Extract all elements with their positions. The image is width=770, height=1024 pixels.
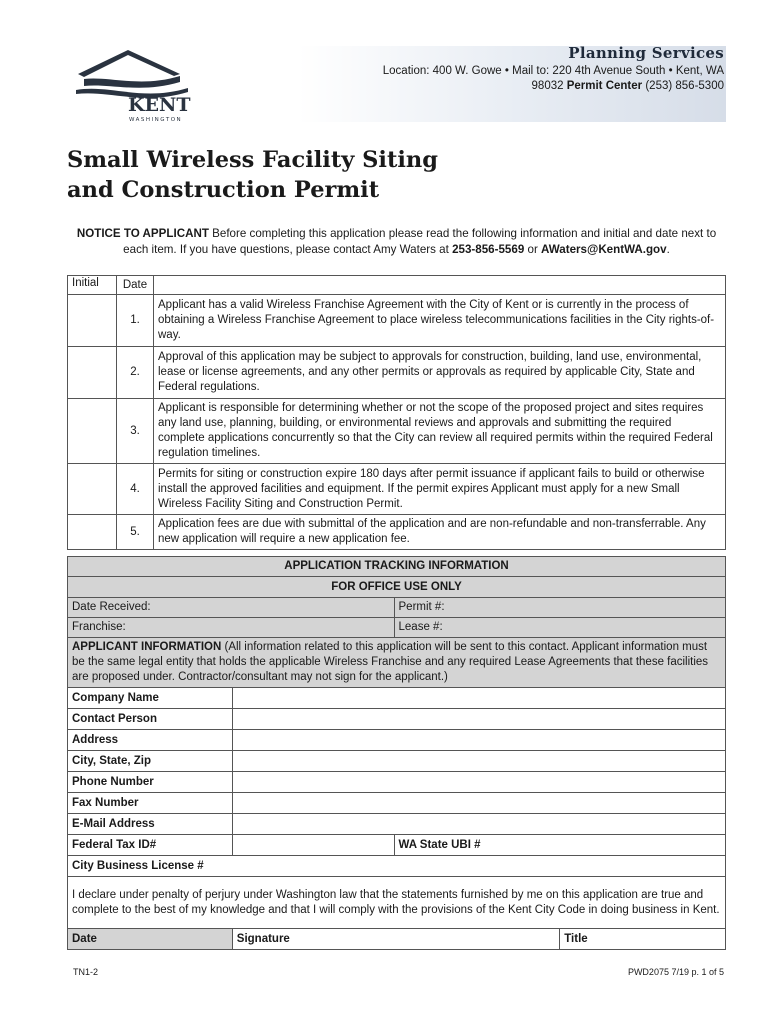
tracking-title: APPLICATION TRACKING INFORMATION bbox=[68, 557, 726, 577]
item-text: Permits for siting or construction expire 180 days after permit issuance if applicant fails to build or otherwise install the approved facilities and equipment. If the permit expires Applicant must apply for a new Small Wireless Facility Siting and Construction Permit. bbox=[154, 464, 726, 515]
checklist-header-row bbox=[68, 276, 726, 295]
address-label: Address bbox=[68, 730, 233, 751]
application-form-table bbox=[67, 556, 726, 950]
contact-phone: 253-856-5569 bbox=[452, 243, 525, 256]
date-field[interactable]: Date bbox=[68, 929, 233, 950]
franchise-field[interactable]: Franchise: bbox=[68, 618, 395, 638]
notice-to-applicant bbox=[67, 226, 726, 258]
zip-value: 98032 bbox=[531, 80, 564, 92]
bullet-separator: • bbox=[504, 65, 509, 77]
applicant-heading-label: APPLICANT INFORMATION bbox=[72, 641, 222, 653]
city-value: Kent, WA bbox=[675, 65, 724, 77]
department-name: Planning Services bbox=[568, 44, 724, 62]
fax-number-label: Fax Number bbox=[68, 793, 233, 814]
permit-center-label: Permit Center bbox=[566, 80, 643, 92]
page-number: PWD2075 7/19 p. 1 of 5 bbox=[627, 967, 724, 977]
title-line-2: and Construction Permit bbox=[67, 177, 380, 203]
item-text: Approval of this application may be subject to approvals for construction, building, land use, environmental, lease or license agreements, and any other permits or approvals as required by applicable City, State and Federal regulations. bbox=[154, 347, 726, 399]
checklist-table bbox=[67, 275, 726, 550]
fax-number-input[interactable] bbox=[232, 793, 725, 814]
logo-name: KENT bbox=[128, 94, 191, 116]
page-title bbox=[67, 145, 587, 205]
email-address-label: E-Mail Address bbox=[68, 814, 233, 835]
notice-text: Before completing this application please read the following information and initial and date next to each item. If you have questions, please contact Amy Waters at bbox=[123, 227, 717, 256]
mail-label: Mail to: bbox=[512, 65, 550, 77]
checklist-row bbox=[68, 399, 726, 464]
office-use-label: FOR OFFICE USE ONLY bbox=[68, 577, 726, 598]
initial-cell[interactable] bbox=[68, 399, 117, 464]
company-name-input[interactable] bbox=[232, 688, 725, 709]
checklist-row bbox=[68, 347, 726, 399]
signature-field[interactable]: Signature bbox=[232, 929, 559, 950]
initial-cell[interactable] bbox=[68, 515, 117, 550]
email-address-input[interactable] bbox=[232, 814, 725, 835]
notice-label: NOTICE TO APPLICANT bbox=[76, 227, 209, 240]
company-name-label: Company Name bbox=[68, 688, 233, 709]
applicant-heading-note: (All information related to this application will be sent to this contact. Applicant information must be the same legal entity that holds the applicable Wireless Franchise and any required Lease Agreements that these facilities are proposed under. Contractor/consultant may not sign for the applicant.) bbox=[72, 641, 709, 683]
checklist-header-blank bbox=[154, 276, 726, 295]
title-line-1: Small Wireless Facility Siting bbox=[67, 147, 438, 173]
contact-person-label: Contact Person bbox=[68, 709, 233, 730]
address-block bbox=[304, 64, 724, 94]
wa-ubi-field[interactable]: WA State UBI # bbox=[394, 835, 725, 856]
bullet-separator: • bbox=[668, 65, 673, 77]
federal-tax-id-label: Federal Tax ID# bbox=[68, 835, 233, 856]
date-column-header: Date bbox=[117, 276, 154, 295]
kent-logo bbox=[70, 46, 195, 124]
initial-cell[interactable] bbox=[68, 295, 117, 347]
address-input[interactable] bbox=[232, 730, 725, 751]
phone-number-input[interactable] bbox=[232, 772, 725, 793]
mail-value: 220 4th Avenue South bbox=[552, 65, 666, 77]
item-text: Application fees are due with submittal of the application and are non-refundable and non-transferrable. Any new application will require a new application fee. bbox=[154, 515, 726, 550]
date-received-field[interactable]: Date Received: bbox=[68, 598, 395, 618]
item-number[interactable]: 4. bbox=[117, 464, 154, 515]
item-text: Applicant is responsible for determining whether or not the scope of the proposed project and sites requires any land use, planning, building, or environmental reviews and approvals and submitting the required complete applications concurrently so that the City can review all required permits within the required Federal regulation timelines. bbox=[154, 399, 726, 464]
title-field[interactable]: Title bbox=[560, 929, 726, 950]
item-number[interactable]: 5. bbox=[117, 515, 154, 550]
notice-or: or bbox=[527, 243, 538, 256]
contact-person-input[interactable] bbox=[232, 709, 725, 730]
item-number[interactable]: 2. bbox=[117, 347, 154, 399]
notice-end: . bbox=[666, 243, 670, 256]
logo-subtitle: WASHINGTON bbox=[129, 117, 183, 123]
permit-number-field[interactable]: Permit #: bbox=[394, 598, 725, 618]
perjury-declaration: I declare under penalty of perjury under Washington law that the statements furnished by me on this application are true and complete to the best of my knowledge and that I will comply with the provisions of the Kent City Code in doing business in Kent. bbox=[68, 877, 726, 929]
checklist-row bbox=[68, 464, 726, 515]
item-number[interactable]: 3. bbox=[117, 399, 154, 464]
item-text: Applicant has a valid Wireless Franchise Agreement with the City of Kent or is currently in the process of obtaining a Wireless Franchise Agreement to place wireless telecommunications facilities in the City rights-of-way. bbox=[154, 295, 726, 347]
initial-column-header: Initial bbox=[68, 276, 117, 295]
checklist-row bbox=[68, 295, 726, 347]
initial-cell[interactable] bbox=[68, 347, 117, 399]
initial-cell[interactable] bbox=[68, 464, 117, 515]
city-state-zip-input[interactable] bbox=[232, 751, 725, 772]
lease-number-field[interactable]: Lease #: bbox=[394, 618, 725, 638]
contact-email: AWaters@KentWA.gov bbox=[541, 243, 667, 256]
applicant-info-heading bbox=[68, 638, 726, 688]
item-number[interactable]: 1. bbox=[117, 295, 154, 347]
form-code: TN1-2 bbox=[73, 967, 99, 977]
phone-number-label: Phone Number bbox=[68, 772, 233, 793]
location-value: 400 W. Gowe bbox=[432, 65, 502, 77]
checklist-row bbox=[68, 515, 726, 550]
location-label: Location: bbox=[382, 65, 430, 77]
federal-tax-id-input[interactable] bbox=[232, 835, 394, 856]
city-business-license-field[interactable]: City Business License # bbox=[68, 856, 726, 877]
city-state-zip-label: City, State, Zip bbox=[68, 751, 233, 772]
phone-value: (253) 856-5300 bbox=[645, 80, 724, 92]
